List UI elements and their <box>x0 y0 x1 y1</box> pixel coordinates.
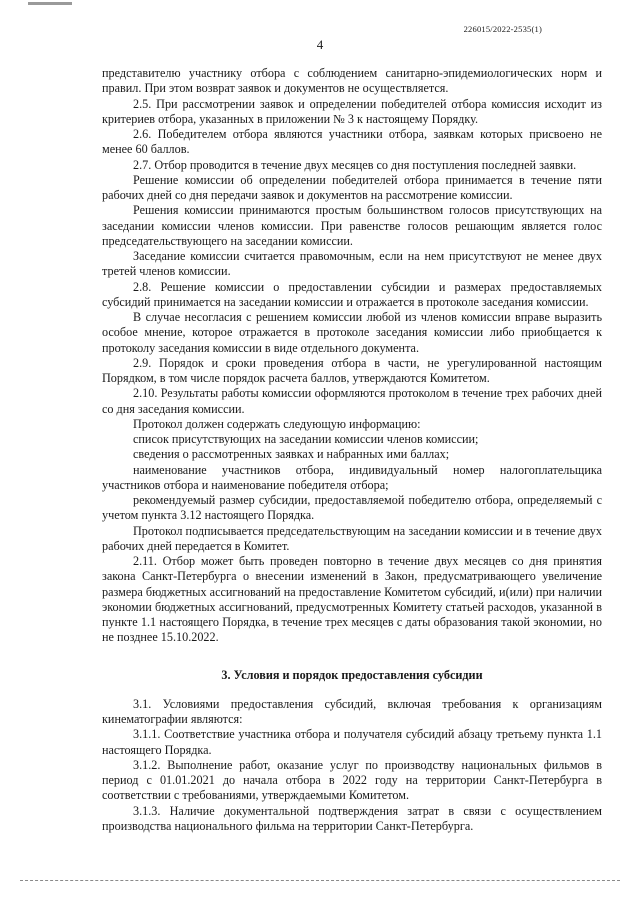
page-bottom-scan-line <box>20 880 620 881</box>
paragraph-2-11: 2.11. Отбор может быть проведен повторно в течение двух месяцев со дня принятия закона Санкт-Петербурга о внесении изменений в Закон, предусматривающего увеличение размера бюджетных ассигнований на предоставление Комитетом субсидий, и(или) при наличии экономии бюджетных ассигнований, предусмотренных Комитету статьей расходов, указанной в пункте 1.1 настоящего Порядка, в течение трех месяцев с даты образования такой экономии, но не позднее 15.10.2022. <box>102 554 602 645</box>
paragraph-3-1-1: 3.1.1. Соответствие участника отбора и получателя субсидий абзацу третьему пункта 1.1 настоящего Порядка. <box>102 727 602 757</box>
paragraph-2-5: 2.5. При рассмотрении заявок и определении победителей отбора комиссия исходит из критериев отбора, указанных в приложении № 3 к настоящему Порядку. <box>102 96 602 126</box>
paragraph-2-6: 2.6. Победителем отбора являются участники отбора, заявкам которых присвоено не менее 60 баллов. <box>102 127 602 157</box>
paragraph-2-7: 2.7. Отбор проводится в течение двух месяцев со дня поступления последней заявки. <box>133 157 577 172</box>
scan-edge-mark <box>28 2 72 5</box>
paragraph-3-1-3: 3.1.3. Наличие документальной подтверждения затрат в связи с осуществлением производства национального фильма на территории Санкт-Петербурга. <box>102 803 602 833</box>
paragraph-3-1: 3.1. Условиями предоставления субсидий, включая требования к организациям кинематографии являются: <box>102 696 602 726</box>
document-id: 226015/2022-2535(1) <box>463 24 542 34</box>
paragraph-decision-timing: Решение комиссии об определении победителей отбора принимается в течение пяти рабочих дней со дня передачи заявок и документов на рассмотрение комиссии. <box>102 172 602 202</box>
paragraph-quorum: Заседание комиссии считается правомочным, если на нем присутствуют не менее двух третей членов комиссии. <box>102 249 602 279</box>
paragraph-protocol-signing: Протокол подписывается председательствующим на заседании комиссии и в течение двух рабочих дней передается в Комитет. <box>102 523 602 553</box>
paragraph-dissent: В случае несогласия с решением комиссии любой из членов комиссии вправе выразить особое мнение, которое отражается в протоколе заседания комиссии либо приобщается к протоколу заседания комиссии в виде отдельного документа. <box>102 310 602 355</box>
list-item-applications: сведения о рассмотренных заявках и набранных ими баллах; <box>133 447 450 462</box>
paragraph-3-1-2: 3.1.2. Выполнение работ, оказание услуг по производству национальных фильмов в период с 01.01.2021 до начала отбора в 2022 году на территории Санкт-Петербурга в соответствии с требованиями, утверждаемыми Комитетом. <box>102 757 602 803</box>
paragraph-protocol-contents: Протокол должен содержать следующую информацию: <box>133 416 421 431</box>
paragraph-2-10: 2.10. Результаты работы комиссии оформляются протоколом в течение трех рабочих дней со дня заседания комиссии. <box>102 386 602 416</box>
list-item-subsidy-amount: рекомендуемый размер субсидии, предоставляемой победителю отбора, определяемый с учетом пункта 3.12 настоящего Порядка. <box>102 493 602 523</box>
paragraph-2-8: 2.8. Решение комиссии о предоставлении субсидии и размерах предоставляемых субсидий принимается на заседании комиссии и отражается в протоколе заседания комиссии. <box>102 279 602 309</box>
paragraph-2-9: 2.9. Порядок и сроки проведения отбора в части, не урегулированной настоящим Порядком, в том числе порядок расчета баллов, утверждаются Комитетом. <box>102 355 602 385</box>
list-item-attendees: список присутствующих на заседании комиссии членов комиссии; <box>133 432 479 446</box>
page-number: 4 <box>316 37 324 52</box>
paragraph-continuation: представителю участнику отбора с соблюдением санитарно-эпидемиологических норм и правил. При этом возврат заявок и документов не осуществляется. <box>102 66 602 96</box>
section-heading: 3. Условия и порядок предоставления субсидии <box>221 667 483 682</box>
document-body <box>102 66 602 834</box>
paragraph-voting: Решения комиссии принимаются простым большинством голосов присутствующих на заседании комиссии членов комиссии. При равенстве голосов решающим является голос председательствующего на заседании комиссии. <box>102 203 602 248</box>
list-item-participants: наименование участников отбора, индивидуальный номер налогоплательщика участников отбора и наименование победителя отбора; <box>102 462 602 492</box>
